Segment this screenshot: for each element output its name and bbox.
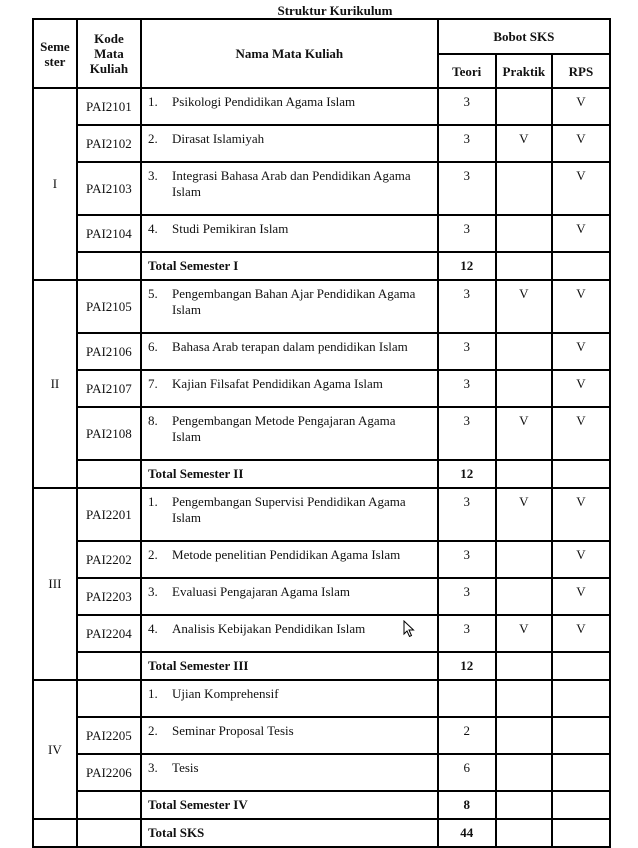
semester-total-label: Total Semester I [141,252,438,280]
table-row [33,615,610,652]
rps-cell: V [552,333,610,370]
semester-total-label: Total Semester II [141,460,438,488]
page-title: Struktur Kurikulum [277,3,393,18]
course-name-cell [141,578,438,615]
semester-total-value: 8 [438,791,496,819]
course-number: 2. [148,723,158,738]
table-row [33,541,610,578]
rps-cell: V [552,162,610,215]
teori-cell: 2 [438,717,496,754]
course-name: Seminar Proposal Tesis [172,723,294,738]
teori-cell: 3 [438,615,496,652]
semester-total-row [33,791,610,819]
table-row [33,407,610,460]
teori-cell: 6 [438,754,496,791]
empty-praktik-cell [496,791,552,819]
header-teori: Teori [438,54,496,88]
table-row [33,754,610,791]
rps-cell: V [552,578,610,615]
course-code-cell: PAI2105 [77,280,141,333]
header-rps: RPS [552,54,610,88]
course-name-cell [141,680,438,717]
teori-cell: 3 [438,370,496,407]
header-semester-label: Seme ster [40,38,70,69]
semester-total-value: 12 [438,652,496,680]
course-name: Pengembangan Bahan Ajar Pendidikan Agama Islam [172,286,416,317]
course-code-cell: PAI2103 [77,162,141,215]
rps-cell: V [552,488,610,541]
semester-cell: II [33,280,77,488]
header-kode [77,19,141,88]
course-name: Psikologi Pendidikan Agama Islam [172,94,356,109]
praktik-cell [496,215,552,252]
semester-cell: I [33,88,77,280]
praktik-cell: V [496,488,552,541]
teori-cell: 3 [438,333,496,370]
empty-praktik-cell [496,819,552,847]
praktik-cell [496,162,552,215]
table-row [33,333,610,370]
rps-cell: V [552,370,610,407]
praktik-cell [496,88,552,125]
empty-praktik-cell [496,652,552,680]
grand-total-row [33,819,610,847]
course-name-cell [141,541,438,578]
header-praktik: Praktik [496,54,552,88]
curriculum-table [32,18,611,848]
empty-code-cell [77,652,141,680]
course-name: Ujian Komprehensif [172,686,279,701]
empty-code-cell [77,252,141,280]
semester-total-value: 12 [438,460,496,488]
course-code-cell: PAI2104 [77,215,141,252]
course-number: 5. [148,286,158,301]
course-number: 1. [148,94,158,109]
course-number: 3. [148,584,158,599]
rps-cell [552,754,610,791]
empty-rps-cell [552,252,610,280]
teori-cell: 3 [438,541,496,578]
empty-rps-cell [552,819,610,847]
empty-rps-cell [552,460,610,488]
teori-cell: 3 [438,215,496,252]
course-name-cell [141,407,438,460]
semester-total-row [33,252,610,280]
praktik-cell [496,333,552,370]
course-number: 8. [148,413,158,428]
course-code-cell: PAI2202 [77,541,141,578]
course-code-cell: PAI2204 [77,615,141,652]
rps-cell: V [552,215,610,252]
praktik-cell [496,717,552,754]
praktik-cell [496,370,552,407]
semester-cell: IV [33,680,77,819]
praktik-cell [496,754,552,791]
table-row [33,488,610,541]
teori-cell: 3 [438,280,496,333]
table-row [33,280,610,333]
course-name: Dirasat Islamiyah [172,131,265,146]
praktik-cell [496,680,552,717]
semester-total-row [33,460,610,488]
course-code-cell: PAI2201 [77,488,141,541]
empty-rps-cell [552,791,610,819]
teori-cell: 3 [438,162,496,215]
table-row [33,680,610,717]
semester-total-label: Total Semester III [141,652,438,680]
header-kode-label: Kode Mata Kuliah [89,31,129,76]
table-row [33,125,610,162]
empty-rps-cell [552,652,610,680]
course-code-cell: PAI2108 [77,407,141,460]
rps-cell: V [552,280,610,333]
course-name: Bahasa Arab terapan dalam pendidikan Islam [172,339,408,354]
course-code-cell: PAI2205 [77,717,141,754]
course-name: Evaluasi Pengajaran Agama Islam [172,584,351,599]
rps-cell [552,680,610,717]
grand-total-label: Total SKS [141,819,438,847]
course-name-cell [141,488,438,541]
header-bobot-sks: Bobot SKS [438,19,610,54]
course-code-cell: PAI2203 [77,578,141,615]
teori-cell: 3 [438,125,496,162]
praktik-cell: V [496,615,552,652]
course-code-cell: PAI2102 [77,125,141,162]
course-number: 1. [148,494,158,509]
course-name-cell [141,215,438,252]
course-name: Analisis Kebijakan Pendidikan Islam [172,621,366,636]
praktik-cell: V [496,280,552,333]
course-code-cell: PAI2101 [77,88,141,125]
course-number: 2. [148,131,158,146]
course-number: 3. [148,760,158,775]
table-row [33,88,610,125]
praktik-cell [496,541,552,578]
empty-code-cell [77,791,141,819]
course-number: 4. [148,221,158,236]
course-code-cell: PAI2106 [77,333,141,370]
rps-cell [552,717,610,754]
teori-cell: 3 [438,578,496,615]
course-name: Pengembangan Supervisi Pendidikan Agama Islam [172,494,406,525]
empty-code-cell [77,460,141,488]
course-code-cell [77,680,141,717]
praktik-cell: V [496,125,552,162]
course-name-cell [141,280,438,333]
semester-total-label: Total Semester IV [141,791,438,819]
course-name-cell [141,162,438,215]
course-name-cell [141,717,438,754]
course-number: 1. [148,686,158,701]
praktik-cell [496,578,552,615]
course-name-cell [141,333,438,370]
course-number: 7. [148,376,158,391]
course-number: 3. [148,168,158,183]
rps-cell: V [552,541,610,578]
table-row [33,717,610,754]
empty-praktik-cell [496,460,552,488]
course-number: 6. [148,339,158,354]
rps-cell: V [552,125,610,162]
rps-cell: V [552,615,610,652]
course-name-cell [141,125,438,162]
course-number: 4. [148,621,158,636]
teori-cell: 3 [438,407,496,460]
table-row [33,370,610,407]
course-name-cell [141,754,438,791]
teori-cell [438,680,496,717]
semester-cell: III [33,488,77,680]
empty-code-cell [77,819,141,847]
course-name: Kajian Filsafat Pendidikan Agama Islam [172,376,383,391]
header-semester [33,19,77,88]
semester-total-row [33,652,610,680]
rps-cell: V [552,88,610,125]
header-nama: Nama Mata Kuliah [141,19,438,88]
course-name: Studi Pemikiran Islam [172,221,289,236]
course-name: Integrasi Bahasa Arab dan Pendidikan Agama Islam [172,168,411,199]
course-name: Tesis [172,760,199,775]
course-code-cell: PAI2206 [77,754,141,791]
teori-cell: 3 [438,488,496,541]
course-name-cell [141,370,438,407]
curriculum-body [33,88,610,847]
table-row [33,578,610,615]
course-number: 2. [148,547,158,562]
course-name: Metode penelitian Pendidikan Agama Islam [172,547,401,562]
empty-semester-cell [33,819,77,847]
table-row [33,215,610,252]
empty-praktik-cell [496,252,552,280]
course-name: Pengembangan Metode Pengajaran Agama Islam [172,413,396,444]
course-name-cell [141,88,438,125]
grand-total-value: 44 [438,819,496,847]
mouse-pointer-icon [403,620,415,638]
table-row [33,162,610,215]
semester-total-value: 12 [438,252,496,280]
course-code-cell: PAI2107 [77,370,141,407]
praktik-cell: V [496,407,552,460]
course-name-cell [141,615,438,652]
rps-cell: V [552,407,610,460]
teori-cell: 3 [438,88,496,125]
